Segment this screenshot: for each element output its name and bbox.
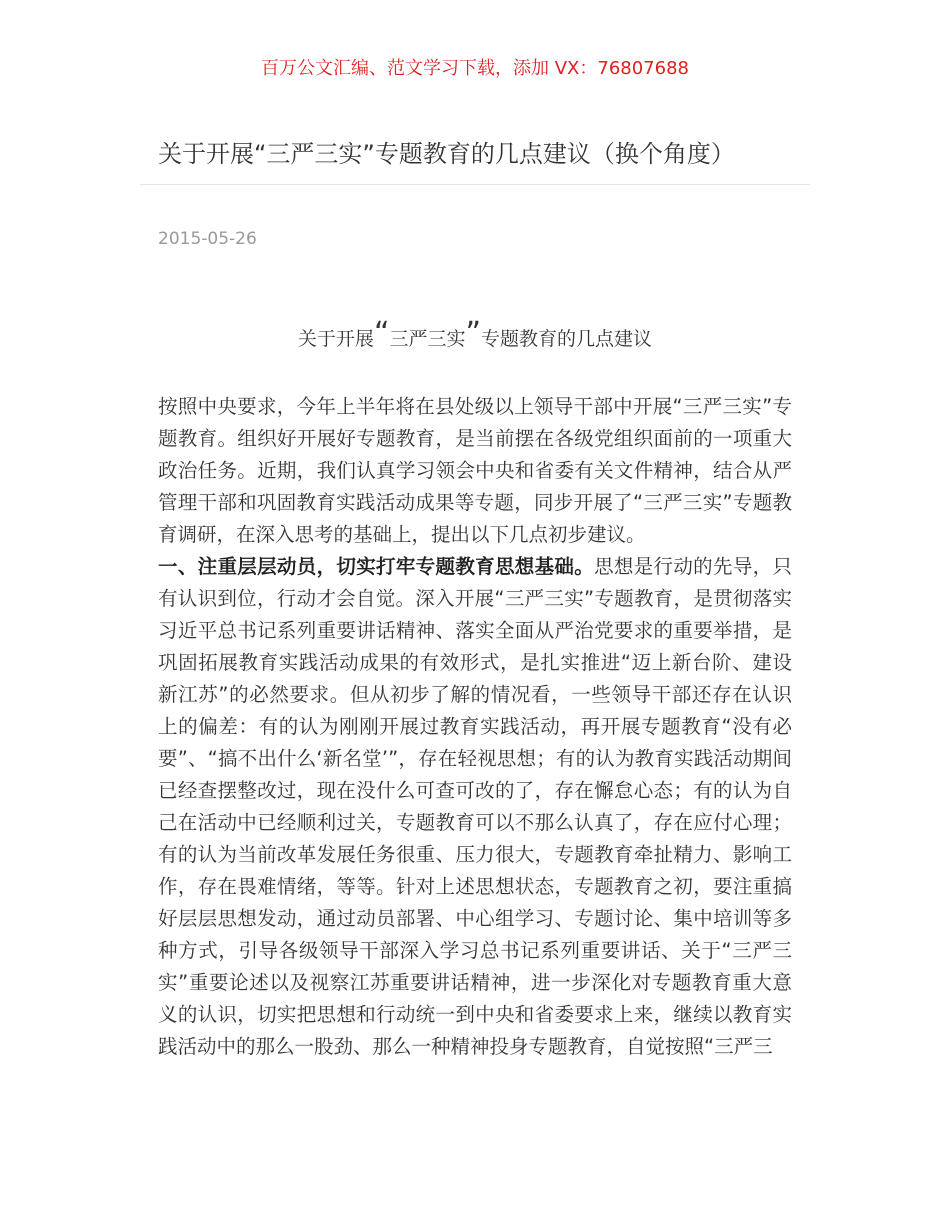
publish-date: 2015-05-26 [158,229,257,249]
section-1-text: 思想是行动的先导，只有认识到位，行动才会自觉。深入开展“三严三实”专题教育，是贯彻落实习近平总书记系列重要讲话精神、落实全面从严治党要求的重要举措，是巩固拓展教育实践活动成果的有效形式，是扎实推进“迈上新台阶、建设新江苏”的必然要求。但从初步了解的情况看，一些领导干部还存在认识上的偏差：有的认为刚刚开展过教育实践活动，再开展专题教育“没有必要”、“搞不出什么‘新名堂’”，存在轻视思想；有的认为教育实践活动期间已经查摆整改过，现在没什么可查可改的了，存在懈怠心态；有的认为自己在活动中已经顺利过关，专题教育可以不那么认真了，存在应付心理；有的认为当前改革发展任务很重、压力很大，专题教育牵扯精力、影响工作，存在畏难情绪，等等。针对上述思想状态，专题教育之初，要注重搞好层层思想发动，通过动员部署、中心组学习、专题讨论、集中培训等多种方式，引导各级领导干部深入学习总书记系列重要讲话、关于“三严三实”重要论述以及视察江苏重要讲话精神，进一步深化对专题教育重大意义的认识，切实把思想和行动统一到中央和省委要求上来，继续以教育实践活动中的那么一股劲、那么一种精神投身专题教育，自觉按照“三严三 [158,555,792,1058]
subtitle-keyword: 三严三实 [389,328,466,350]
section-1-heading: 一、注重层层动员，切实打牢专题教育思想基础。 [158,555,595,578]
subtitle-prefix: 关于开展 [297,328,374,350]
article-title: 关于开展“三严三实”专题教育的几点建议（换个角度） [158,140,735,168]
article-body [158,391,792,1063]
subtitle-close-quote: ” [465,316,482,351]
section-1-paragraph [158,551,792,1063]
article-subtitle [0,316,950,356]
subtitle-open-quote: “ [373,316,390,351]
subtitle-suffix: 专题教育的几点建议 [481,328,653,350]
promo-banner: 百万公文汇编、范文学习下载，添加 VX：76807688 [261,58,689,79]
intro-paragraph: 按照中央要求，今年上半年将在县处级以上领导干部中开展“三严三实”专题教育。组织好开展好专题教育，是当前摆在各级党组织面前的一项重大政治任务。近期，我们认真学习领会中央和省委有关文件精神，结合从严管理干部和巩固教育实践活动成果等专题，同步开展了“三严三实”专题教育调研，在深入思考的基础上，提出以下几点初步建议。 [158,395,792,546]
title-divider [140,184,810,185]
